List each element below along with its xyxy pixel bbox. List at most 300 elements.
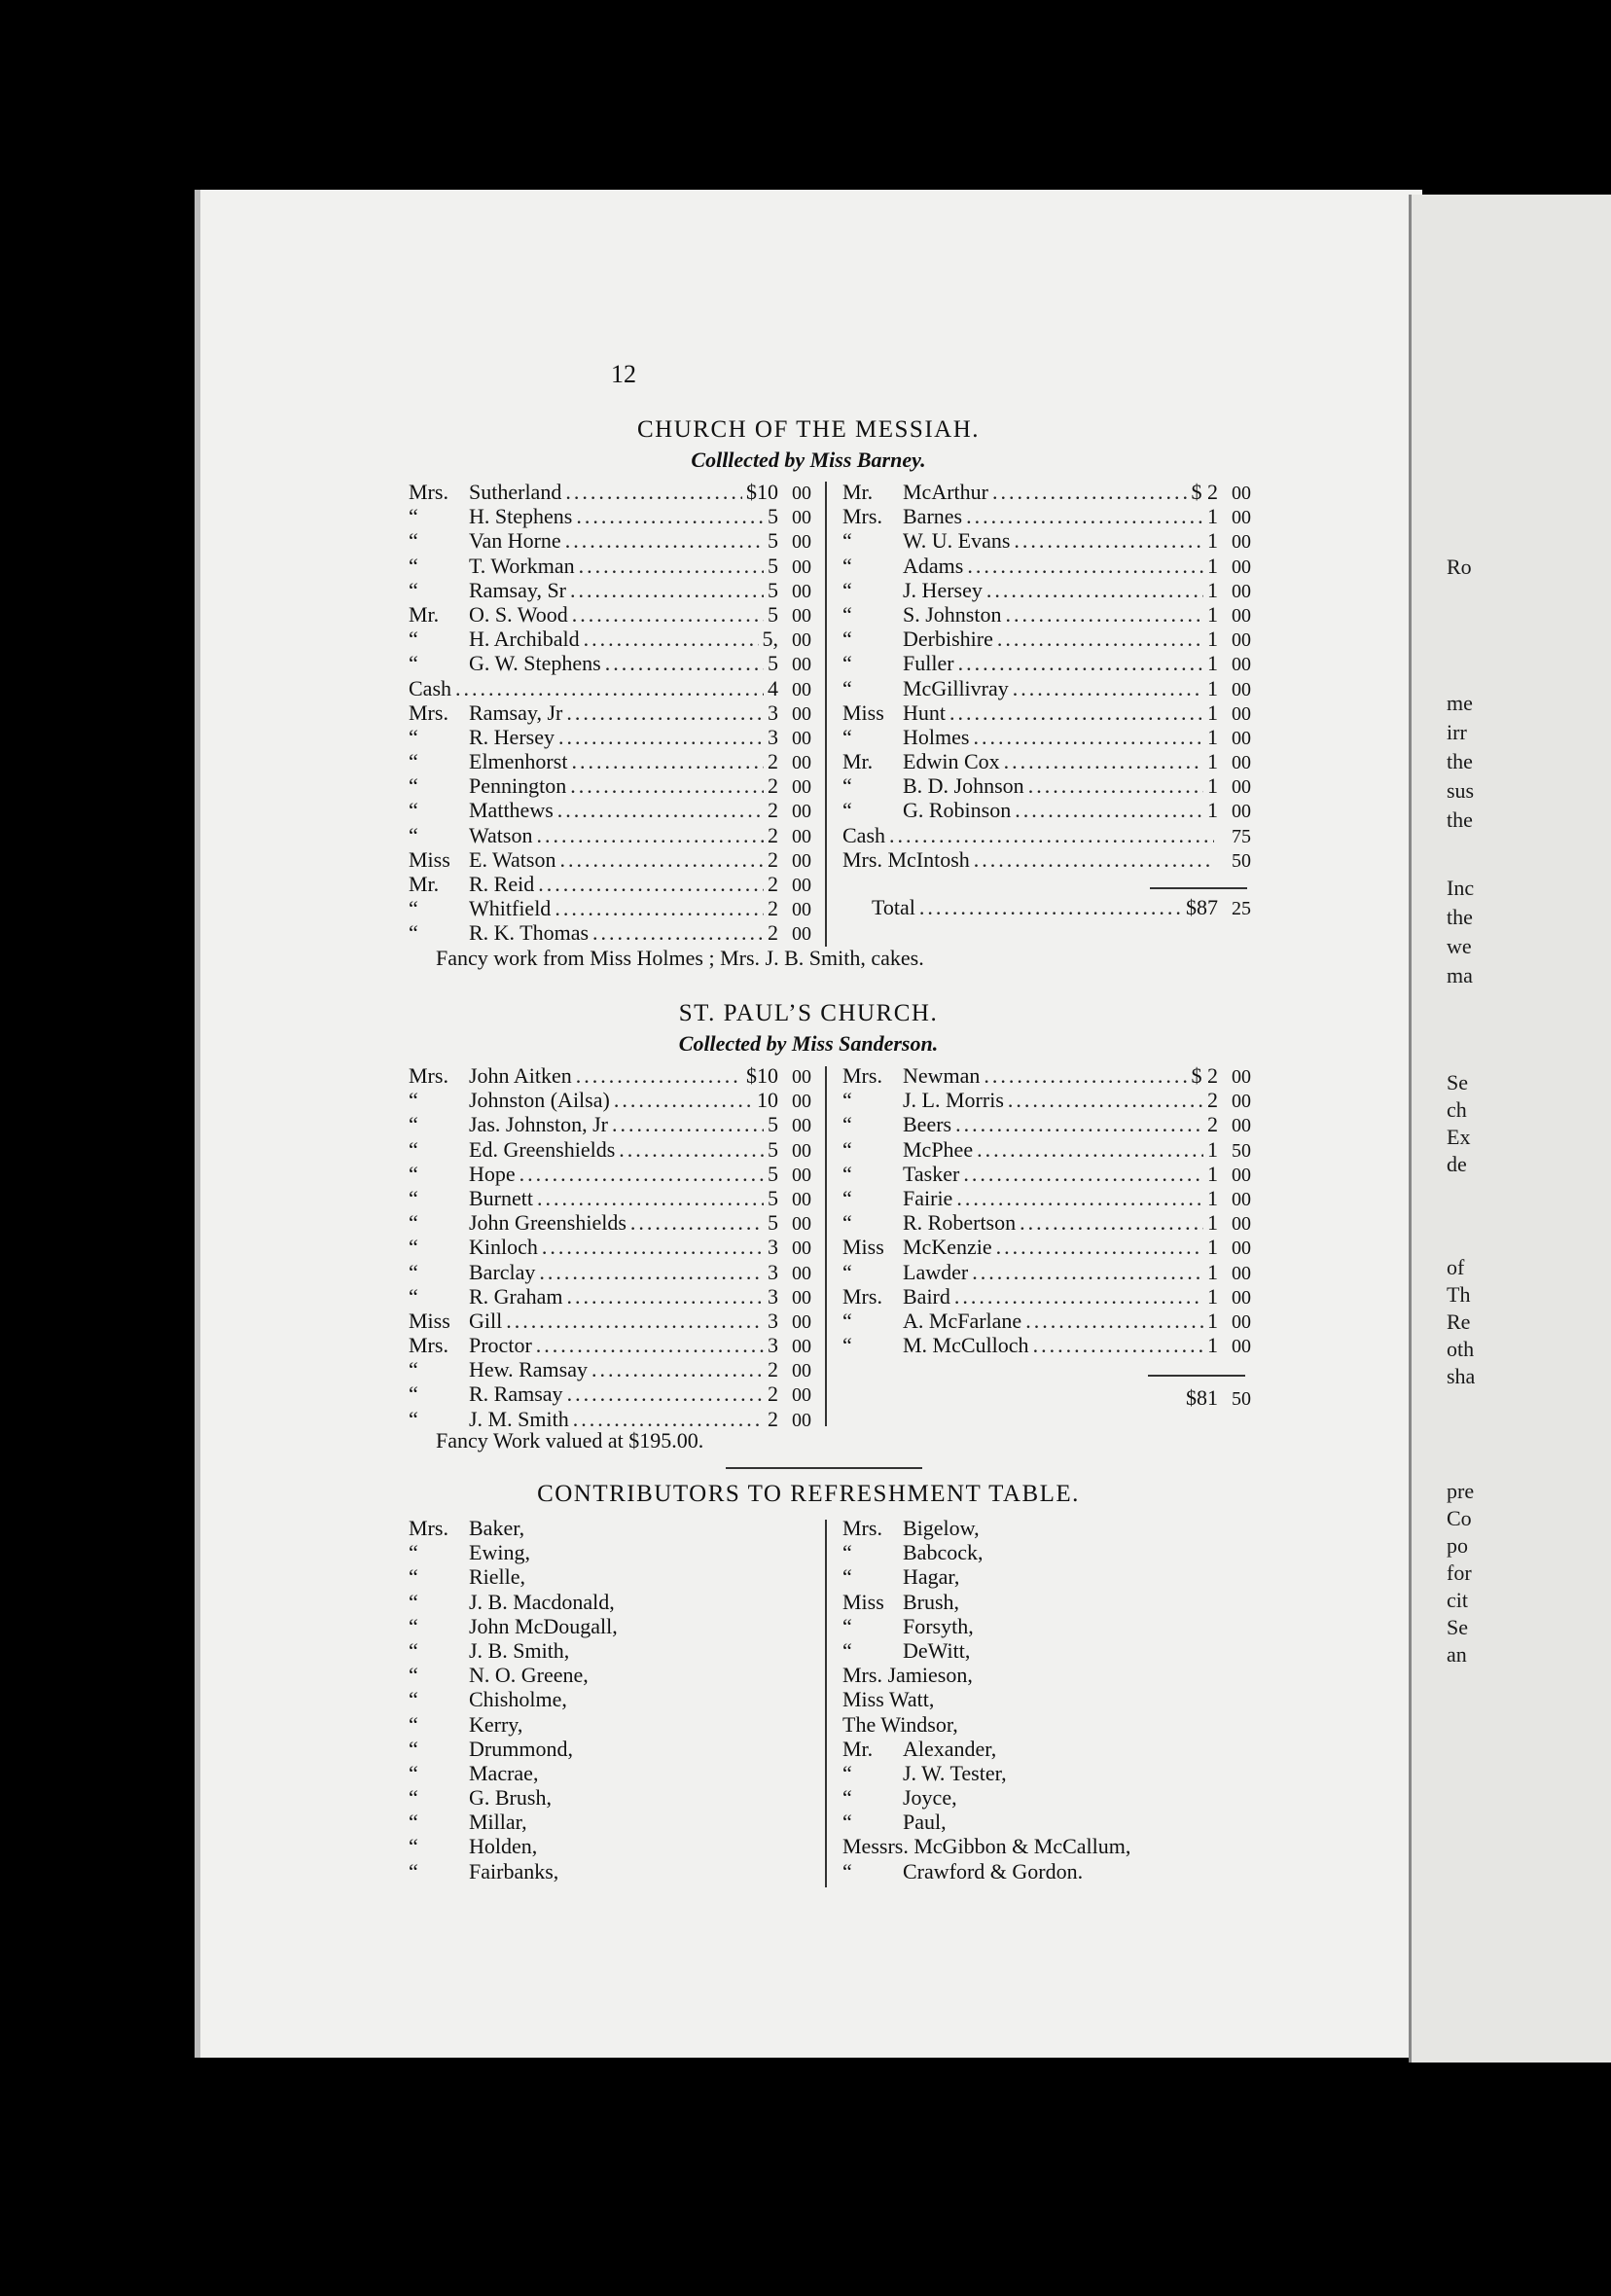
contributor-name: S. Johnston [903,601,1002,627]
amount [768,1309,811,1335]
contributor-name: Baker, [469,1516,525,1540]
amount [1207,773,1251,800]
stpaul-left-list [409,1063,811,1431]
amount [768,749,811,775]
amount-cents: 00 [792,1139,811,1162]
contributor-name: Van Horne [469,528,561,554]
adjacent-page-text: irr [1447,720,1467,744]
amount [1207,651,1251,677]
amount [1207,1162,1251,1188]
list-item [842,1663,1271,1687]
adjacent-page-text: Co [1447,1506,1472,1530]
amount [768,896,811,922]
list-item [842,1210,1251,1235]
contributor-name: Fairbanks, [469,1858,559,1883]
adjacent-page-text: Se [1447,1070,1468,1094]
amount-cents: 00 [1232,1164,1251,1186]
amount [757,1088,811,1114]
contributor-name: Adams [903,553,964,578]
amount-dollars: 1 [1207,651,1218,676]
list-item [409,1712,817,1737]
list-item [842,1516,1271,1540]
amount [1207,554,1251,580]
list-item [842,602,1251,627]
amount-dollars: 1 [1207,1235,1218,1260]
name-prefix: “ [409,1381,418,1407]
contributor-name: Hew. Ramsay [469,1357,588,1382]
list-item [409,1516,817,1540]
name-prefix: “ [409,798,418,823]
name-prefix: “ [409,1564,418,1590]
name-prefix: Mrs. [842,1283,882,1309]
stpaul-total-row [1119,1385,1251,1410]
list-item [409,1260,811,1284]
name-prefix: “ [842,528,852,554]
contributor-name: Ed. Greenshields [469,1136,616,1162]
name-prefix: “ [409,1357,418,1382]
amount-cents: 00 [792,1188,811,1210]
amount [1207,504,1251,530]
contributor-name: Edwin Cox [903,749,1000,774]
amount [1207,1112,1251,1138]
contributor-name: Ewing, [469,1540,530,1565]
name-prefix: Mr. [409,872,440,896]
list-item [842,504,1251,528]
name-prefix: “ [842,1540,852,1565]
list-item [409,823,811,847]
amount-dollars: 5 [768,1161,778,1186]
amount-cents: 75 [1232,825,1251,847]
name-prefix: “ [409,1613,418,1638]
list-item [842,627,1251,651]
name-prefix: Miss [409,1308,450,1333]
contributor-name: Miss Watt, [842,1687,935,1712]
amount-cents: 00 [1232,604,1251,627]
amount-cents: 00 [792,875,811,896]
contributor-name: E. Watson [469,846,556,872]
contributor-name: Sutherland [469,480,562,504]
amount-cents: 00 [792,580,811,602]
amount [746,1063,811,1090]
amount [1207,798,1251,824]
name-prefix: “ [842,601,852,627]
contributor-name: Gill [469,1308,503,1333]
amount-dollars: 2 [768,896,778,921]
amount-dollars: 1 [1207,773,1218,799]
amount-cents: 00 [792,702,811,725]
contributor-name: M. McCulloch [903,1333,1029,1358]
adjacent-page-text: Ro [1447,555,1472,579]
amount-dollars: 1 [1207,627,1218,652]
amount [1192,480,1252,506]
name-prefix: “ [842,1637,852,1663]
adjacent-page-text: ma [1447,963,1473,987]
amount [746,480,811,506]
amount [1207,1210,1251,1237]
amount-dollars: 1 [1207,553,1218,578]
amount-cents: 00 [792,1286,811,1309]
amount [1218,847,1251,874]
contributor-name: Kinloch [469,1235,538,1260]
contributor-name: Millar, [469,1810,527,1835]
adjacent-page [1409,195,1611,2063]
amount-cents: 00 [1232,1115,1251,1137]
amount-dollars: 5 [768,553,778,578]
amount-dollars: 5 [768,1210,778,1236]
amount-dollars: 2 [768,1381,778,1407]
amount [768,528,811,555]
name-prefix: Mrs. [409,700,448,725]
list-item [842,1614,1271,1638]
amount-cents: 50 [1232,849,1251,872]
list-item [842,480,1251,504]
contributor-name: McPhee [903,1136,974,1162]
adjacent-page-text: sha [1447,1364,1476,1388]
name-prefix: “ [409,1161,418,1186]
list-item [842,798,1251,822]
amount-cents: 00 [792,1115,811,1137]
amount-dollars: 5 [768,1112,778,1137]
amount-dollars: 3 [768,1259,778,1284]
list-item [409,1284,811,1309]
amount [1207,700,1251,727]
amount-cents: 00 [1232,1188,1251,1210]
contributor-name: H. Stephens [469,504,573,529]
contributor-name: T. Workman [469,553,575,578]
amount [768,1333,811,1359]
name-prefix: “ [842,1210,852,1236]
name-prefix: “ [842,577,852,602]
amount-dollars: 2 [768,1357,778,1382]
name-prefix: “ [409,749,418,774]
name-prefix: “ [409,1540,418,1565]
amount-dollars: 3 [768,700,778,725]
list-item [409,1210,811,1235]
name-prefix: “ [409,1259,418,1284]
amount-cents: 00 [792,1409,811,1431]
adjacent-page-text: Se [1447,1615,1468,1639]
amount [1207,676,1251,702]
adjacent-page-text: Ex [1447,1125,1471,1149]
adjacent-page-text: sus [1447,778,1475,803]
amount-cents: 00 [1232,580,1251,602]
list-item [842,1687,1271,1711]
list-item [409,847,811,872]
amount [1207,1260,1251,1286]
amount-cents: 00 [792,629,811,652]
amount-cents: 00 [792,849,811,872]
stpaul-note: Fancy Work valued at $195.00. [436,1428,704,1453]
list-item [409,1590,817,1614]
contributor-name: McArthur [903,480,988,504]
contributor-name: Pennington [469,773,567,799]
amount-dollars: 3 [768,1308,778,1333]
section-rule [726,1467,922,1469]
contributor-name: A. McFarlane [903,1308,1022,1333]
contributor-name: Joyce, [903,1785,957,1811]
adjacent-page-text: the [1447,749,1473,773]
list-item [409,920,811,945]
amount-cents: 00 [792,1262,811,1284]
amount-dollars: 1 [1207,700,1218,725]
contributor-name: Ramsay, Jr [469,700,563,725]
messiah-note: Fancy work from Miss Holmes ; Mrs. J. B. Smith, cakes. [436,946,924,970]
contributor-name: Derbishire [903,627,993,652]
contributor-name: J. W. Tester, [903,1760,1007,1785]
adjacent-page-text: oth [1447,1337,1475,1361]
amount [768,725,811,751]
amount-cents: 00 [1232,1213,1251,1236]
amount-dollars: 1 [1207,1185,1218,1210]
name-prefix: “ [842,1088,852,1113]
amount [768,847,811,874]
name-prefix: Mrs. [409,1333,448,1358]
amount-dollars: 1 [1207,798,1218,823]
contributor-name: Mrs. McIntosh [842,846,970,872]
refreshment-left-list [409,1516,817,1883]
list-item [409,1162,811,1186]
name-prefix: Mr. [842,1736,874,1761]
name-prefix: Mrs. [409,1063,448,1088]
list-item [842,528,1251,553]
amount-dollars: 1 [1207,528,1218,554]
list-item [409,578,811,602]
column-divider [825,482,827,947]
name-prefix: “ [842,651,852,676]
name-prefix: “ [409,1637,418,1663]
contributor-name: Chisholme, [469,1687,567,1712]
amount-cents: 00 [792,776,811,799]
list-item [409,1137,811,1162]
contributor-name: Burnett [469,1185,533,1210]
amount [1207,1088,1251,1114]
amount-cents: 00 [792,899,811,921]
amount-cents: 00 [1232,776,1251,799]
name-prefix: “ [409,1711,418,1737]
list-item [409,725,811,749]
name-prefix: “ [409,1235,418,1260]
list-item [842,1088,1251,1112]
contributor-name: Tasker [903,1161,960,1186]
contributor-name: Proctor [469,1333,532,1358]
contributor-name: Ramsay, Sr [469,577,567,602]
amount-dollars: $ 2 [1191,480,1218,504]
contributor-name: R. Reid [469,872,535,896]
name-prefix: “ [409,1589,418,1614]
amount-dollars: 1 [1207,675,1218,700]
name-prefix: “ [409,1810,418,1835]
contributor-name: Kerry, [469,1711,523,1737]
list-item [409,773,811,798]
column-divider [825,1066,827,1426]
list-item [409,554,811,578]
contributor-name: R. Ramsay [469,1381,563,1407]
list-item [842,1112,1251,1136]
messiah-right-list [842,480,1251,872]
contributor-name: Cash [409,675,451,700]
name-prefix: Miss [409,846,450,872]
stpaul-right-list [842,1063,1251,1357]
amount-cents: 00 [1232,507,1251,529]
amount-dollars: 5 [768,1136,778,1162]
contributor-name: Beers [903,1112,952,1137]
name-prefix: “ [842,724,852,749]
messiah-left-list [409,480,811,946]
list-item [842,1333,1251,1357]
adjacent-page-text: Th [1447,1282,1471,1307]
amount-cents: 00 [792,678,811,700]
amount [1207,749,1251,775]
list-item [842,1638,1271,1663]
amount [768,504,811,530]
name-prefix: “ [842,627,852,652]
amount-dollars: 2 [768,798,778,823]
contributor-name: McKenzie [903,1235,992,1260]
name-prefix: “ [409,920,418,946]
name-prefix: Miss [842,1235,884,1260]
contributor-name: Rielle, [469,1564,526,1590]
amount-cents: 00 [792,483,811,504]
adjacent-page-text: of [1447,1255,1465,1279]
adjacent-page-text: for [1447,1561,1472,1585]
contributor-name: G. Robinson [903,798,1012,823]
total-label: Total [872,895,915,919]
list-item [842,1260,1251,1284]
adjacent-page-text: me [1447,691,1473,715]
adjacent-page-text: Re [1447,1309,1471,1334]
list-item [409,480,811,504]
list-item [409,1761,817,1785]
list-item [842,1137,1251,1162]
amount [768,773,811,800]
amount-dollars: 3 [768,1333,778,1358]
name-prefix: “ [842,1333,852,1358]
total-amount: $81 [1186,1385,1218,1410]
amount-cents: 00 [792,727,811,749]
contributor-name: J. M. Smith [469,1406,569,1431]
name-prefix: Mrs. [842,1516,882,1540]
amount [768,651,811,677]
amount-cents: 00 [792,923,811,946]
amount-dollars: 3 [768,1283,778,1309]
name-prefix: “ [842,1564,852,1590]
amount-cents: 00 [1232,1238,1251,1260]
amount-cents: 00 [792,1336,811,1358]
amount-dollars: 3 [768,1235,778,1260]
list-item [409,872,811,896]
name-prefix: “ [842,1858,852,1883]
adjacent-page-text: we [1447,934,1472,958]
name-prefix: Mrs. [409,480,448,504]
name-prefix: “ [409,1406,418,1431]
page-number: 12 [611,360,636,388]
contributor-name: Paul, [903,1810,947,1835]
amount-cents: 00 [1232,702,1251,725]
amount-dollars: 1 [1207,1161,1218,1186]
name-prefix: “ [842,1308,852,1333]
list-item [409,1737,817,1761]
amount-cents: 00 [792,1360,811,1382]
contributor-name: J. B. Macdonald, [469,1589,615,1614]
amount [1207,627,1251,653]
total-rule [1150,887,1247,889]
list-item [409,1186,811,1210]
total-rule [1148,1375,1245,1377]
list-item [409,1063,811,1088]
contributor-name: DeWitt, [903,1637,971,1663]
contributor-name: Watson [469,822,533,847]
list-item [842,725,1251,749]
amount-cents: 00 [1232,1336,1251,1358]
contributor-name: H. Archibald [469,627,580,652]
list-item [409,1810,817,1834]
adjacent-page-text: the [1447,807,1473,832]
amount [768,1210,811,1237]
amount-dollars: 2 [768,773,778,799]
list-item [409,1785,817,1810]
name-prefix: “ [842,553,852,578]
amount [1207,528,1251,555]
contributor-name: N. O. Greene, [469,1663,589,1688]
amount-dollars: 5, [762,627,778,652]
name-prefix: “ [842,798,852,823]
amount-cents: 00 [1232,629,1251,652]
amount-dollars: 1 [1207,1210,1218,1236]
list-item [409,602,811,627]
list-item [842,1284,1251,1309]
list-item [842,1737,1271,1761]
contributor-name: Bigelow, [903,1516,980,1540]
list-item [409,1112,811,1136]
amount-dollars: 1 [1207,724,1218,749]
amount [1207,1235,1251,1261]
name-prefix: “ [409,553,418,578]
amount-dollars: 5 [768,577,778,602]
contributor-name: Hagar, [903,1564,960,1590]
contributor-name: John Aitken [469,1063,572,1088]
list-item [409,1638,817,1663]
list-item [409,627,811,651]
name-prefix: “ [842,1161,852,1186]
name-prefix: “ [409,1112,418,1137]
amount-cents: 00 [792,654,811,676]
total-amount: $87 [1186,895,1218,919]
name-prefix: “ [842,1185,852,1210]
name-prefix: “ [409,896,418,921]
list-item [409,1663,817,1687]
list-item [842,1564,1271,1589]
stpaul-subtitle: Collected by Miss Sanderson. [678,1031,939,1056]
contributor-name: Cash [842,822,885,847]
amount-dollars: 5 [768,601,778,627]
adjacent-page-text: an [1447,1642,1467,1667]
amount-dollars: $10 [746,480,778,504]
name-prefix: “ [409,1858,418,1883]
name-prefix: “ [409,504,418,529]
name-prefix: “ [842,675,852,700]
list-item [842,1712,1271,1737]
name-prefix: “ [409,1687,418,1712]
amount-cents: 00 [792,1238,811,1260]
amount-dollars: 1 [1207,1136,1218,1162]
contributor-name: R. Graham [469,1283,563,1309]
contributor-name: Hope [469,1161,516,1186]
contributor-name: Hunt [903,700,946,725]
contributor-name: Forsyth, [903,1613,974,1638]
contributor-name: Macrae, [469,1760,539,1785]
amount-dollars: 3 [768,724,778,749]
amount-dollars: $10 [746,1063,778,1088]
